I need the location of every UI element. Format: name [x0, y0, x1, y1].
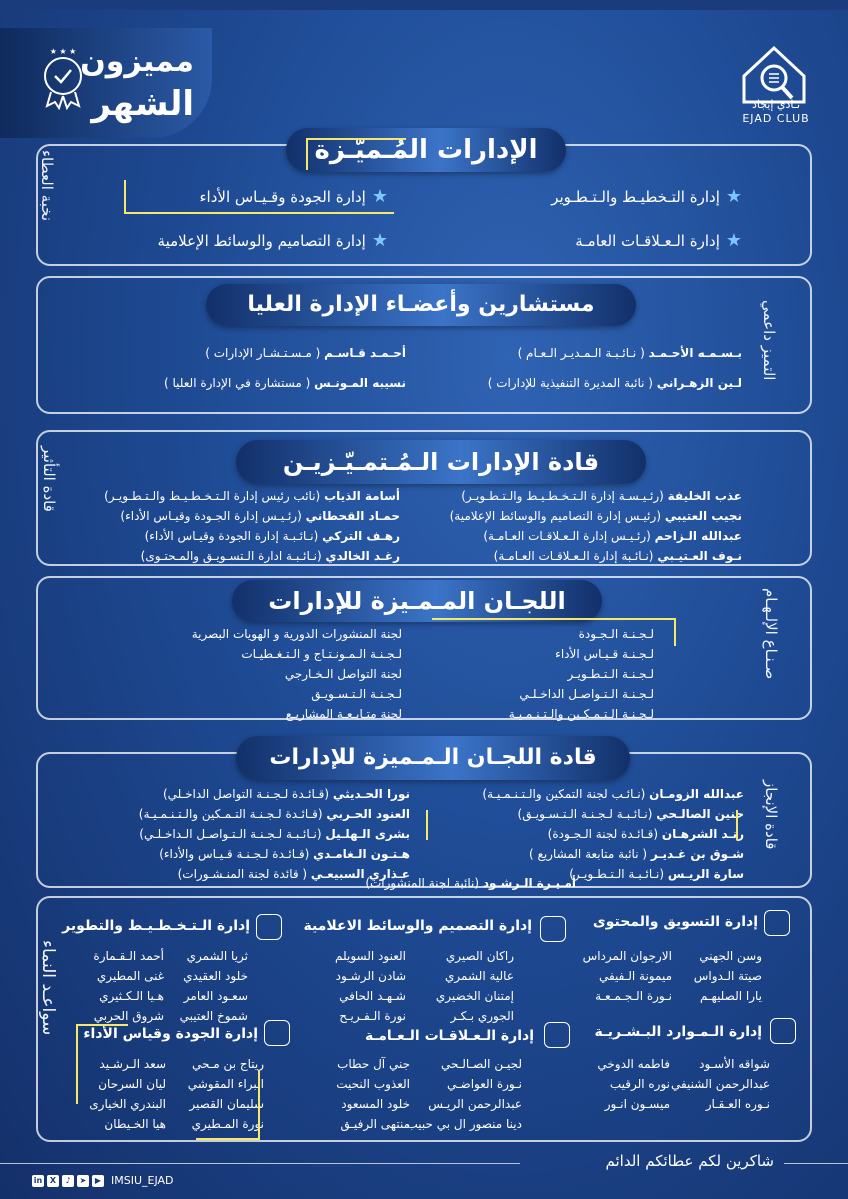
- section3-title: قادة الإدارات الـمُـتمـيّـزيـن: [236, 440, 646, 484]
- section4-title: اللجـان المـمـيزة للإدارات: [232, 580, 602, 622]
- member-name: سليمان القصير: [189, 1097, 264, 1111]
- dept-members-col: [330, 1054, 410, 1134]
- member-name: خلود العقيدي: [183, 969, 248, 983]
- highlight-bracket: [124, 180, 394, 214]
- dept-title: إدارة الـمـوارد البـشـريـة: [594, 1024, 762, 1040]
- section1-side-label: نخبة العطاء: [38, 150, 56, 222]
- leaders-left-column: [96, 486, 400, 566]
- section2-side-label: التميز داعمي: [760, 300, 778, 381]
- committee-leader-row: سارة الريـس (نـائـبـة الـتـطـويـر): [569, 867, 744, 881]
- member-name: شواقه الأسـود: [699, 1057, 770, 1071]
- member-name: خلود المسعود: [341, 1097, 410, 1111]
- member-name: نورة الـفـريـح: [339, 1009, 406, 1023]
- committee-leader-row: رنـد الشرهـان (قـائـدة لجنة الـجـودة): [547, 827, 744, 841]
- member-name: عبدالرحمن الشنيفي: [670, 1077, 770, 1091]
- advisor-row: بـسـمـه الأحـمـد ( نـائـبـة الـمـديـر الـعـام ): [517, 346, 742, 360]
- committee-item: لجنة متـابـعـة المشاريـع: [285, 707, 402, 721]
- committee-leader-row: هـتـون الـغامـدي (قـائـدة لـجـنـة قـيـاس والأداء): [159, 847, 410, 861]
- member-name: نوره الرقيب: [609, 1077, 670, 1091]
- section5-side-label: قادة الإنجاز: [762, 780, 780, 850]
- advisor-row: لـين الزهـراني ( نائبة المديرة التنفيذية للإدارات ): [487, 376, 742, 390]
- leaders-right-column: [420, 486, 742, 566]
- committee-leader-row: شـوق بن غـديـر ( نائبة متابعة المشاريع ): [528, 847, 744, 861]
- dept-title: إدارة الجودة وقياس الأداء: [83, 1026, 258, 1042]
- dept-members-col: [406, 1054, 522, 1134]
- dept-logo-icon: [764, 910, 790, 936]
- highlight-bracket: [196, 1070, 260, 1140]
- highlight-bracket: [426, 810, 738, 840]
- dept-members-col: [418, 946, 514, 1026]
- dept-members-col: [170, 946, 248, 1026]
- section2-title: مستشارين وأعضـاء الإدارة العليا: [206, 284, 636, 326]
- section1-title: الإدارات المُـميّـزة: [286, 128, 566, 172]
- committee-item: لـجـنـة الـجـودة: [578, 627, 654, 641]
- committee-item: لجنة المنشورات الدورية و الهويات البصرية: [191, 627, 402, 641]
- member-name: عبدالرحمن الريـس: [428, 1097, 522, 1111]
- member-name: دينا منصور ال بي حبيب: [406, 1117, 522, 1131]
- member-name: الجوري بـكـر: [450, 1009, 514, 1023]
- dept-members-col: [670, 1054, 770, 1114]
- committees-left-column: [150, 624, 402, 724]
- leader-row: نـوف العـتيـبي (نـائـبة إدارة الـعـلاقـات العـامـة): [493, 549, 742, 563]
- footer-divider: [0, 1163, 520, 1164]
- dept-title: إدارة الـتـخـطـيـط والتطوير: [62, 918, 250, 934]
- linkedin-icon[interactable]: in: [33, 1175, 43, 1185]
- member-name: راكان الصيري: [445, 949, 514, 963]
- committee-leaders-left-column: [84, 784, 410, 884]
- member-name: الارجوان المرداس: [582, 949, 672, 963]
- advisor-row: نسيبه المـونـس ( مستشارة في الإدارة العليا ): [164, 376, 406, 390]
- section3-side-label: قادة التأثير: [40, 446, 58, 512]
- dept-logo-icon: [544, 1022, 570, 1048]
- committee-item: لـجـنـة قـيـاس الأداء: [555, 647, 654, 661]
- committee-item: لـجـنـة الـتـسـويـق: [311, 687, 402, 701]
- dept-logo-icon: [264, 1020, 290, 1046]
- award-badge-icon: [36, 44, 90, 110]
- member-name: العذوب النحيت: [336, 1077, 410, 1091]
- committee-item: لـجـنـة الـتـمـكـين والـتـنـمـيـة: [508, 707, 654, 721]
- committee-item: لـجـنـة الـتـواصـل الداخـلـي: [519, 687, 654, 701]
- member-name: ليان السرحان: [98, 1077, 166, 1091]
- logo-arabic: نـادي إيجاد: [751, 98, 801, 111]
- dept-members-col: [680, 946, 762, 1006]
- member-name: البراء المقوشي: [187, 1077, 264, 1091]
- dept-members-col: [576, 946, 672, 1006]
- dept-members-col: [86, 946, 164, 1026]
- dept-item: ★إدارة التـخطيـط والـتـطـوير: [551, 186, 742, 207]
- member-name: نـوره العـقـار: [705, 1097, 770, 1111]
- member-name: شـهـد الحافي: [339, 989, 406, 1003]
- member-name: العنود السويلم: [335, 949, 406, 963]
- social-handle[interactable]: IMSIU_EJAD: [111, 1174, 174, 1187]
- dept-title: إدارة التسويق والمحتوى: [592, 914, 758, 930]
- dept-logo-icon: [770, 1018, 796, 1044]
- committee-leader-row: بشرى الـهلـيل (نـائـبـة لـجـنـة الـتـواصـل الـداخـلـي): [139, 827, 410, 841]
- x-icon[interactable]: X: [47, 1175, 59, 1187]
- leader-row: رهـف التركي (نـائـبـة إدارة الجودة وقيـاس الأداء): [144, 529, 400, 543]
- dept-item: ★إدارة التصاميم والوسائط الإعلامية: [157, 230, 388, 251]
- member-name: سعـود العامر: [183, 989, 248, 1003]
- committee-leader-row: عبدالله الزومـان (نـائـب لجنة التمكين والـتـنـمـيـة): [482, 787, 744, 801]
- member-name: ثريا الشمري: [186, 949, 248, 963]
- committee-leader-row: نورا الحـديثي (قـائـدة لـجـنـة التواصل الداخـلي): [162, 787, 410, 801]
- member-name: هيا الخـيطان: [104, 1117, 166, 1131]
- dept-item: ★إدارة الـعـلاقـات العامـة: [575, 230, 742, 251]
- member-name: أحمد الـقـمارة: [93, 949, 164, 963]
- telegram-icon[interactable]: ➤: [77, 1175, 89, 1187]
- member-name: جني آل حطاب: [337, 1057, 410, 1071]
- member-name: شروق الحربي: [93, 1009, 164, 1023]
- committee-leader-row: العنود الحـربي (قـائـدة لـجـنـة التـمـكين والـتـنـمـيـة): [138, 807, 410, 821]
- dept-logo-icon: [540, 916, 566, 942]
- leader-row: أسامة الذياب (نائب رئيس إدارة الـتـخـطـيـط والـتـطـويـر): [104, 489, 400, 503]
- member-name: منتهى الرفيـق: [340, 1117, 410, 1131]
- dept-item: ★إدارة الجودة وقـيـاس الأداء: [199, 186, 388, 207]
- member-name: ميمونة الـفيفي: [598, 969, 672, 983]
- footer-divider: [784, 1163, 848, 1164]
- leader-row: عبدالله الـزاحم (رئـيـس إدارة الـعـلاقـات العـامـة): [483, 529, 742, 543]
- dept-members-col: [316, 946, 406, 1026]
- member-name: نـورة العواضـي: [447, 1077, 522, 1091]
- dept-members-col: [590, 1054, 670, 1114]
- member-name: لجيـن الصـالـحي: [441, 1057, 522, 1071]
- member-name: فاطمه الدوخي: [597, 1057, 670, 1071]
- committee-item: لجنة التواصل الـخـارجي: [284, 667, 402, 681]
- committee-leader-row: أمـيـرة الـرشـود (نائبة لجنة المنشورات): [365, 876, 576, 890]
- youtube-icon[interactable]: ▶: [92, 1175, 104, 1187]
- member-name: ريتاج بن مـحي: [192, 1057, 264, 1071]
- leader-row: نجيب العتيبي (رئيـس إدارة التصاميم والوسائط الإعلامية): [449, 509, 742, 523]
- member-name: هـيا الـكـثيري: [99, 989, 164, 1003]
- member-name: يارا الصليهـم: [700, 989, 762, 1003]
- star-icon: ★: [371, 186, 388, 207]
- tiktok-icon[interactable]: ♪: [62, 1175, 74, 1187]
- member-name: شادن الرشـود: [335, 969, 406, 983]
- highlight-bracket: [306, 138, 406, 170]
- advisor-row: أحـمـد قـاسـم ( مـسـتـشـار الإدارات ): [205, 346, 406, 360]
- section4-side-label: صـنـاع الإلـهـام: [762, 588, 780, 680]
- committee-leader-row: عـذاري السبيعـي ( قائدة لجنة المنـشـورات): [177, 867, 410, 881]
- committee-item: لـجـنـة الـتـطـويـر: [567, 667, 654, 681]
- title-line1: مميزون: [80, 44, 194, 79]
- member-name: نـورة الـجـمـعـة: [595, 989, 672, 1003]
- committee-item: لـجـنـة الـمـونـتـاج و الـتـغـطيـات: [241, 647, 402, 661]
- month-title-card: [0, 28, 212, 138]
- top-bar: [0, 0, 848, 10]
- section5-title: قادة اللجـان الـمـميزة للإدارات: [236, 736, 630, 780]
- dept-title: إدارة التصميم والوسائط الاعلامية: [303, 918, 532, 934]
- member-name: البندري الخيارى: [89, 1097, 166, 1111]
- star-icon: ★: [725, 230, 742, 251]
- member-name: غنى المطيري: [96, 969, 164, 983]
- member-name: سعد الـرشـيد: [99, 1057, 166, 1071]
- title-line2: الشهر: [91, 84, 194, 124]
- dept-logo-icon: [256, 914, 282, 940]
- member-name: إمتنان الخضيري: [435, 989, 514, 1003]
- footer-thanks: شاكرين لكم عطائكم الدائم: [605, 1152, 774, 1170]
- member-name: شموخ العتيبي: [179, 1009, 248, 1023]
- member-name: ميسـون انـور: [604, 1097, 670, 1111]
- member-name: وسن الجهني: [699, 949, 762, 963]
- committee-leader-row: حنين الصالـحي (نـائـبـة لـجـنـة الـتـسـويـق): [517, 807, 744, 821]
- dept-title: إدارة الـعـلاقـات الـعـامـة: [364, 1028, 534, 1044]
- logo-english: EJAD CLUB: [742, 112, 810, 125]
- star-icon: ★: [371, 230, 388, 251]
- member-name: نورة المـطيري: [191, 1117, 264, 1131]
- social-links: [32, 1174, 174, 1187]
- member-name: عالية الشمري: [445, 969, 514, 983]
- leader-row: رغـد الخالدي (نـائـبـة ادارة الـتسـويـق والمـحتـوى): [140, 549, 400, 563]
- highlight-bracket: [432, 618, 676, 646]
- member-name: صيتة الـدواس: [693, 969, 762, 983]
- leader-row: حمـاد القحطاني (رئـيـس إدارة الجـودة وقيـاس الأداء): [120, 509, 400, 523]
- highlight-bracket: [76, 1024, 128, 1104]
- svg-text:★ ★ ★: ★ ★ ★: [49, 47, 77, 56]
- star-icon: ★: [725, 186, 742, 207]
- leader-row: عذب الخليفة (رئـيـسـة إدارة الـتـخـطـيـط والـتـطـويـر): [461, 489, 742, 503]
- section6-side-label: سواعـد النماء: [38, 940, 58, 1036]
